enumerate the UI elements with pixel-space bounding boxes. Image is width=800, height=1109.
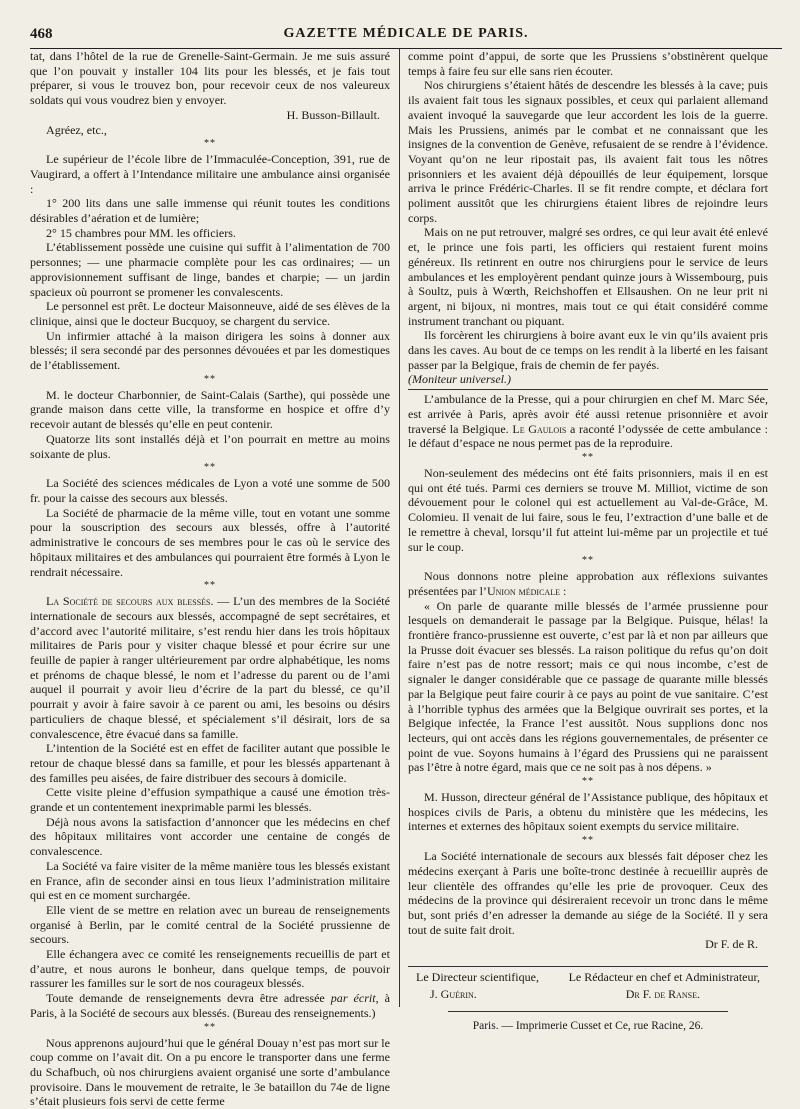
editor-label: Le Rédacteur en chef et Administrateur, bbox=[568, 970, 760, 985]
left-column bbox=[30, 49, 399, 1109]
paragraph: 2° 15 chambres pour MM. les officiers. bbox=[46, 225, 236, 240]
editor-name: Dr F. de Ranse. bbox=[625, 987, 700, 1002]
paragraph: Mais on ne put retrouver, malgré ses ordres, ce qui leur avait été enlevé et, le prince une fois parti, les officiers qui restaient furent moins généreux. Ils retinrent en outre nos chirurgiens pour le service de leurs ambulances et les employèrent pendant quinze jours à Wissembourg, puis à Soultz, puis à Wœrth, Reichshoffen et Ellsaushen. On ne leur prit ni argent, ni bijoux, ni montres, mais tout ce qui était considéré comme instrument tranchant ou piquant. bbox=[408, 225, 768, 328]
paragraph bbox=[408, 569, 768, 598]
paragraph: La Société internationale de secours aux blessés fait déposer chez les médecins exerçant à Paris une boîte-tronc destinée à recueillir auprès de leur clientèle des offrandes qu’elle les prie de provoquer. Ceux des médecins de la province qui désireraient recevoir un tronc dans le même but, sont priés d’en adresser la demande au siége de la Société. Il y sera tout de suite fait droit. bbox=[408, 849, 768, 937]
paragraph: Le supérieur de l’école libre de l’Immaculée-Conception, 391, rue de Vaugirard, a offert à l’Intendance militaire une ambulance ainsi organisée : bbox=[30, 152, 390, 196]
emphasis: par écrit bbox=[330, 991, 376, 1006]
section-separator-stars: ** bbox=[204, 373, 216, 385]
right-column bbox=[399, 49, 768, 1109]
paragraph-text: : bbox=[559, 583, 567, 598]
signature: H. Busson-Billault. bbox=[286, 107, 380, 122]
section-separator-stars: ** bbox=[204, 1021, 216, 1033]
colophon-roles bbox=[408, 969, 768, 986]
paragraph: 1° 200 lits dans une salle immense qui réunit toutes les conditions désirables d’aération et de lumière; bbox=[30, 196, 390, 226]
paragraph: tat, dans l’hôtel de la rue de Grenelle-Saint-Germain. Je me suis assuré que l’on pouvait y installer 104 lits pour les blessés, et je fais tout préparer, si vous le trouvez bon, pour recevoir ceux de nos valeureux soldats qui vous voudrez bien y envoyer. bbox=[30, 49, 390, 108]
scientific-director-name: J. Guérin. bbox=[430, 987, 477, 1002]
paragraph bbox=[30, 594, 390, 741]
paragraph: Elle vient de se mettre en relation avec un bureau de renseignements organisé à Berlin, par le comité central de la Société prussienne de secours. bbox=[30, 902, 390, 947]
quotation: « On parle de quarante mille blessés de l’armée prussienne pour lesquels on demanderait le passage par la Belgique. Puisque, hélas! la frontière franco-prussienne est ouverte, c’est par là et non par ailleurs que la Prusse doit évacuer ses blessés. La raison politique du refus qu’on doit faire n’est pas de notre ressort; mais ce qui nous incombe, c’est de signaler le danger considérable que ce passage de quarante mille blessés par la Belgique peut faire courir à ce pays au point de vue sanitaire. C’est à l’horrible typhus des armées que la Belgique ouvrirait ses portes, et la Belgique infectée, la France l’est aussitôt. Nous supplions donc nos lecteurs, qui ont accès dans les régions gouvernementales, de présenter ce point de vue. Soyons humains à l’égard des Prussiens qui ne paraissent pas l’être à notre égard, mais que ce ne soit pas à nos dépens. » bbox=[408, 598, 768, 775]
newspaper-name: Union médicale bbox=[486, 583, 560, 598]
paragraph: L’établissement possède une cuisine qui suffit à l’alimentation de 700 personnes; — une pharmacie complète pour les cas ordinaires; — un approvisionnement suffisant de linge, bandes et charpie; — un jardin spacieux où pourront se promener les convalescents. bbox=[30, 240, 390, 299]
paragraph-text: L’ambulance de la Presse, qui a pour chirurgien en chef M. Marc Sée, est arrivée à Paris, après avoir été aussi retenue prisonnière et avoir traversé la Belgique. bbox=[408, 392, 768, 436]
signature: Dr F. de R. bbox=[705, 937, 758, 952]
section-separator-stars: ** bbox=[582, 555, 594, 567]
paragraph bbox=[30, 991, 390, 1020]
paragraph: Nos chirurgiens s’étaient hâtés de descendre les blessés à la cave; puis ils avaient fait tous les signaux possibles, et ceux qui parlaient allemand avaient invoqué la sauvegarde que leur accordent les lois de la guerre. Mais les Prussiens, animés par le combat et ne connaissant que les insignes de la convention de Genève, refusaient de se rendre à l’évidence. Voyant qu’on ne leur ripostait pas, ils avaient fait tous les nôtres prisonniers et les avaient déjà dépouillés de leur équipement, lorsque arriva le prince Frédéric-Charles. Il se fit rendre compte, et déclara fort poliment aussitôt que les chirurgiens étaient libres de rejoindre leurs corps. bbox=[408, 78, 768, 225]
colophon-rule bbox=[408, 966, 768, 967]
section-lead: La Société de secours aux blessés. bbox=[46, 594, 214, 609]
colophon bbox=[408, 966, 768, 1035]
paragraph-text: , à Paris, à la Société de secours aux blessés. (Bureau des renseignements.) bbox=[30, 991, 391, 1020]
journal-title: GAZETTE MÉDICALE DE PARIS. bbox=[283, 26, 529, 41]
section-separator-stars: ** bbox=[204, 580, 216, 592]
paragraph: Agréez, etc., bbox=[46, 122, 107, 137]
paragraph: Cette visite pleine d’effusion sympathique a causé une émotion très-grande et un contentement inexprimable parmi les blessés. bbox=[30, 785, 390, 815]
newspaper-name: Le Gaulois bbox=[512, 421, 567, 436]
source-citation bbox=[408, 372, 768, 387]
paragraph: M. Husson, directeur général de l’Assistance publique, des hôpitaux et hospices civils de Paris, a obtenu du ministère que les médecins, les internes et externes des hôpitaux soient exempts du service militaire. bbox=[408, 790, 768, 834]
paragraph: Nous apprenons aujourd’hui que le général Douay n’est pas mort sur le coup comme on l’avait dit. On a pu encore le transporter dans une ferme du Schafbuch, où nos chirurgiens avaient organisé une sorte d’ambulance provisoire. Dans le mouvement de retraite, le 3e bataillon du 74e de ligne s’était plusieurs fois servi de cette ferme bbox=[30, 1035, 390, 1109]
paragraph: La Société des sciences médicales de Lyon a voté une somme de 500 fr. pour la caisse des secours aux blessés. bbox=[30, 476, 390, 505]
section-separator-stars: ** bbox=[582, 776, 594, 788]
paragraph: M. le docteur Charbonnier, de Saint-Calais (Sarthe), qui possède une grande maison dans cette ville, la transforme en hospice et offre d’y recevoir autant de blessés qu’elle en peut contenir. bbox=[30, 387, 390, 432]
paragraph-text: Nous donnons notre pleine approbation aux réflexions suivantes présentées par l’ bbox=[408, 569, 768, 598]
paragraph: Ils forcèrent les chirurgiens à boire avant eux le vin qu’ils avaient pris dans les caves. Au bout de ce temps on les rendit à la liberté en les faisant passer par la Belgique, frais de chemin de fer payés. bbox=[408, 328, 768, 372]
paragraph-text: — L’un des membres de la Société internationale de secours aux blessés, accompagné de sept secrétaires, et d’accord avec l’autorité militaire, s’est rendu hier dans les trois hôpitaux militaires de Paris pour y visiter chaque blessé et pour écrire sur une feuille de papier à ranger ultérieurement par ordre alphabétique, les noms et prénoms de chaque blessé, le nom et l’adresse du parent ou de l’ami auquel il pourrait y avoir lieu d’écrire de la part du blessé, ce qu’il pourrait y avoir à faire savoir à ce parent ou ami, les besoins ou désirs particuliers de chaque blessé, et spécialement s’il désirait, lors de sa convalescence, être évacué dans sa famille. bbox=[30, 594, 390, 741]
colophon-names bbox=[408, 986, 768, 1003]
page-header bbox=[30, 22, 782, 48]
section-rule bbox=[408, 389, 768, 390]
paragraph: Un infirmier attaché à la maison dirigera les soins à donner aux blessés; il sera secondé par des personnes dévouées et par les domestiques de l’établissement. bbox=[30, 328, 390, 373]
paragraph: L’intention de la Société est en effet de faciliter autant que possible le retour de chaque blessé dans sa famille, et pour les blessés appartenant à des familles peu aisées, de faire distribuer des secours à domicile. bbox=[30, 741, 390, 785]
paragraph: La Société va faire visiter de la même manière tous les blessés existant en France, afin de seconder ainsi en tous lieux l’administration militaire qui est en ce moment surchargée. bbox=[30, 858, 390, 903]
paragraph: Déjà nous avons la satisfaction d’annoncer que les médecins en chef des hôpitaux militaires vont accorder une centaine de congés de convalescence. bbox=[30, 814, 390, 859]
paragraph: comme point d’appui, de sorte que les Prussiens s’obstinèrent quelque temps à faire feu sur elle sans rien écouter. bbox=[408, 49, 768, 78]
paragraph-text: a raconté l’odyssée de cette ambulance : le défaut d’espace ne nous permet pas de la reproduire. bbox=[408, 421, 768, 451]
section-separator-stars: ** bbox=[582, 835, 594, 847]
section-separator-stars: ** bbox=[204, 138, 216, 150]
paragraph bbox=[408, 392, 768, 451]
scientific-director-label: Le Directeur scientifique, bbox=[416, 970, 539, 985]
paragraph: La Société de pharmacie de la même ville, tout en votant une somme pour la souscription des secours aux blessés, offre à l’autorité administrative le concours de ses membres pour le cas où le service des hôpitaux militaires et des ambulances qui pourraient être formés à Lyon le rendrait nécessaire. bbox=[30, 505, 390, 579]
section-separator-stars: ** bbox=[582, 451, 594, 463]
paragraph: Elle échangera avec ce comité les renseignements recueillis de part et d’autre, et nous aurons le bonheur, dans quelque temps, de pouvoir rassurer les familles sur le sort de nos courageux blessés. bbox=[30, 947, 390, 991]
source-name: (Moniteur universel.) bbox=[408, 372, 512, 387]
paragraph-text: Toute demande de renseignements devra être adressée bbox=[46, 991, 331, 1006]
article-columns bbox=[30, 49, 782, 1109]
column-divider bbox=[399, 49, 400, 1007]
page-number: 468 bbox=[30, 26, 53, 42]
colophon-inner-rule bbox=[448, 1011, 728, 1012]
paragraph: Le personnel est prêt. Le docteur Maisonneuve, aidé de ses élèves de la clinique, ainsi que le docteur Bucquoy, se chargent du service. bbox=[30, 299, 390, 328]
paragraph: Quatorze lits sont installés déjà et l’on pourrait en mettre au moins soixante de plus. bbox=[30, 431, 390, 461]
paragraph: Non-seulement des médecins ont été faits prisonniers, mais il en est qui ont été tués. Parmi ces derniers se trouve M. Milliot, victime de son dévouement pour le colonel qui est actuellement au Val-de-Grâce, M. Colomieu. Il venait de lui faire, sous le feu, l’extraction d’une balle et de le remettre à cheval, lorsqu’il fut atteint lui-même par un projectile et tué sur le coup. bbox=[408, 465, 768, 554]
section-separator-stars: ** bbox=[204, 462, 216, 474]
printer-line: Paris. — Imprimerie Cusset et Ce, rue Racine, 26. bbox=[472, 1020, 704, 1033]
